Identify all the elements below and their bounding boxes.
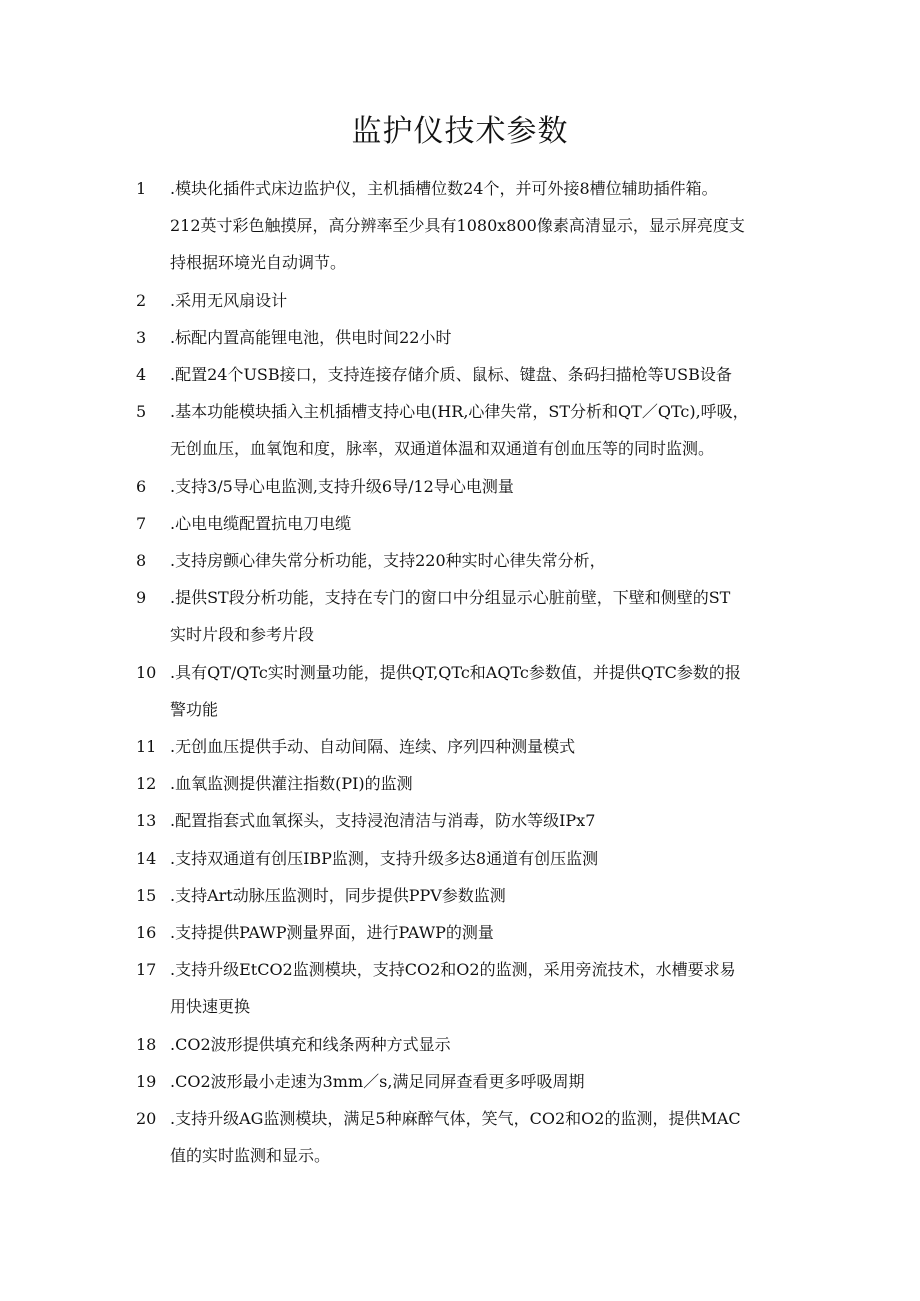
spec-item <box>136 802 796 839</box>
spec-item-number: 18 <box>136 1034 157 1054</box>
spec-item-text-line: .配置指套式血氧探头，支持浸泡清洁与消毒，防水等级IPx7 <box>170 811 596 831</box>
spec-item-text-line: .基本功能模块插入主机插槽支持心电(HR,心律失常，ST分析和QT／QTc),呼吸， <box>170 402 749 422</box>
spec-item-text-line: .支持升级AG监测模块，满足5种麻醉气体，笑气，CO2和O2的监测，提供MAC <box>170 1109 741 1129</box>
spec-item <box>136 654 796 728</box>
spec-item <box>136 579 796 653</box>
spec-item-text-line: .支持双通道有创压IBP监测，支持升级多达8通道有创压监测 <box>170 848 599 868</box>
spec-item <box>136 951 796 1025</box>
spec-item-number: 2 <box>136 290 147 310</box>
spec-item-text-line: .CO2波形提供填充和线条两种方式显示 <box>170 1034 451 1054</box>
spec-item-text-line: .具有QT/QTc实时测量功能，提供QT,QTc和AQTc参数值，并提供QTC参数的报 <box>170 662 741 682</box>
spec-item-number: 6 <box>136 476 147 496</box>
spec-item <box>136 765 796 802</box>
spec-item-number: 10 <box>136 662 157 682</box>
spec-item <box>136 542 796 579</box>
spec-item-number: 3 <box>136 327 147 347</box>
spec-item-number: 11 <box>136 737 157 757</box>
spec-item <box>136 914 796 951</box>
spec-item-text-line: 持根据环境光自动调节。 <box>170 253 347 273</box>
spec-item-number: 4 <box>136 365 147 385</box>
spec-item-text-line: .血氧监测提供灌注指数(PI)的监测 <box>170 774 413 794</box>
spec-item-text-line: 无创血压，血氧饱和度，脉率，双通道体温和双通道有创血压等的同时监测。 <box>170 439 715 459</box>
spec-item-text-line: .配置24个USB接口，支持连接存储介质、鼠标、键盘、条码扫描枪等USB设备 <box>170 365 732 385</box>
spec-item <box>136 1026 796 1063</box>
spec-item-text-line: .无创血压提供手动、自动间隔、连续、序列四种测量模式 <box>170 737 576 757</box>
spec-item <box>136 877 796 914</box>
spec-list <box>136 170 796 1174</box>
spec-item-number: 19 <box>136 1071 157 1091</box>
spec-item-text-line: 212英寸彩色触摸屏，高分辨率至少具有1080x800像素高清显示，显示屏亮度支 <box>170 216 745 236</box>
spec-item <box>136 840 796 877</box>
spec-item <box>136 505 796 542</box>
document-title: 监护仪技术参数 <box>351 114 569 149</box>
spec-item-text-line: .标配内置高能锂电池，供电时间22小时 <box>170 327 452 347</box>
spec-item-number: 20 <box>136 1109 157 1129</box>
spec-item-text-line: .采用无风扇设计 <box>170 290 288 310</box>
spec-item-number: 7 <box>136 513 147 533</box>
spec-item-number: 1 <box>136 179 147 198</box>
spec-item <box>136 170 796 282</box>
spec-item <box>136 393 796 467</box>
spec-item-number: 13 <box>136 811 157 831</box>
spec-item-number: 12 <box>136 774 157 794</box>
spec-item <box>136 319 796 356</box>
spec-item <box>136 1063 796 1100</box>
spec-item-text-line: .模块化插件式床边监护仪，主机插槽位数24个，并可外接8槽位辅助插件箱。 <box>170 179 718 198</box>
spec-item-number: 9 <box>136 588 147 608</box>
spec-item-number: 17 <box>136 960 157 980</box>
spec-item <box>136 356 796 393</box>
spec-item <box>136 282 796 319</box>
spec-item <box>136 468 796 505</box>
spec-item-text-line: 警功能 <box>170 699 219 719</box>
spec-item-number: 14 <box>136 848 157 868</box>
spec-item-text-line: .支持提供PAWP测量界面，进行PAWP的测量 <box>170 923 494 943</box>
spec-item-text-line: .支持升级EtCO2监测模块，支持CO2和O2的监测，采用旁流技术，水槽要求易 <box>170 960 736 980</box>
spec-item-text-line: 用快速更换 <box>170 997 251 1017</box>
spec-item-number: 16 <box>136 923 157 943</box>
spec-item-text-line: .提供ST段分析功能，支持在专门的窗口中分组显示心脏前壁，下壁和侧壁的ST <box>170 588 731 608</box>
spec-item <box>136 728 796 765</box>
spec-item-text-line: .CO2波形最小走速为3mm／s,满足同屏查看更多呼吸周期 <box>170 1071 585 1091</box>
spec-item-number: 5 <box>136 402 147 422</box>
spec-item-text-line: 值的实时监测和显示。 <box>170 1146 331 1166</box>
spec-item-text-line: .支持房颤心律失常分析功能，支持220种实时心律失常分析， <box>170 551 606 571</box>
spec-item-text-line: .支持Art动脉压监测时，同步提供PPV参数监测 <box>170 885 506 905</box>
spec-item-text-line: 实时片段和参考片段 <box>170 625 315 645</box>
spec-item-text-line: .支持3/5导心电监测,支持升级6导/12导心电测量 <box>170 476 514 496</box>
spec-item <box>136 1100 796 1174</box>
spec-item-number: 15 <box>136 885 157 905</box>
spec-item-number: 8 <box>136 551 147 571</box>
spec-item-text-line: .心电电缆配置抗电刀电缆 <box>170 513 352 533</box>
